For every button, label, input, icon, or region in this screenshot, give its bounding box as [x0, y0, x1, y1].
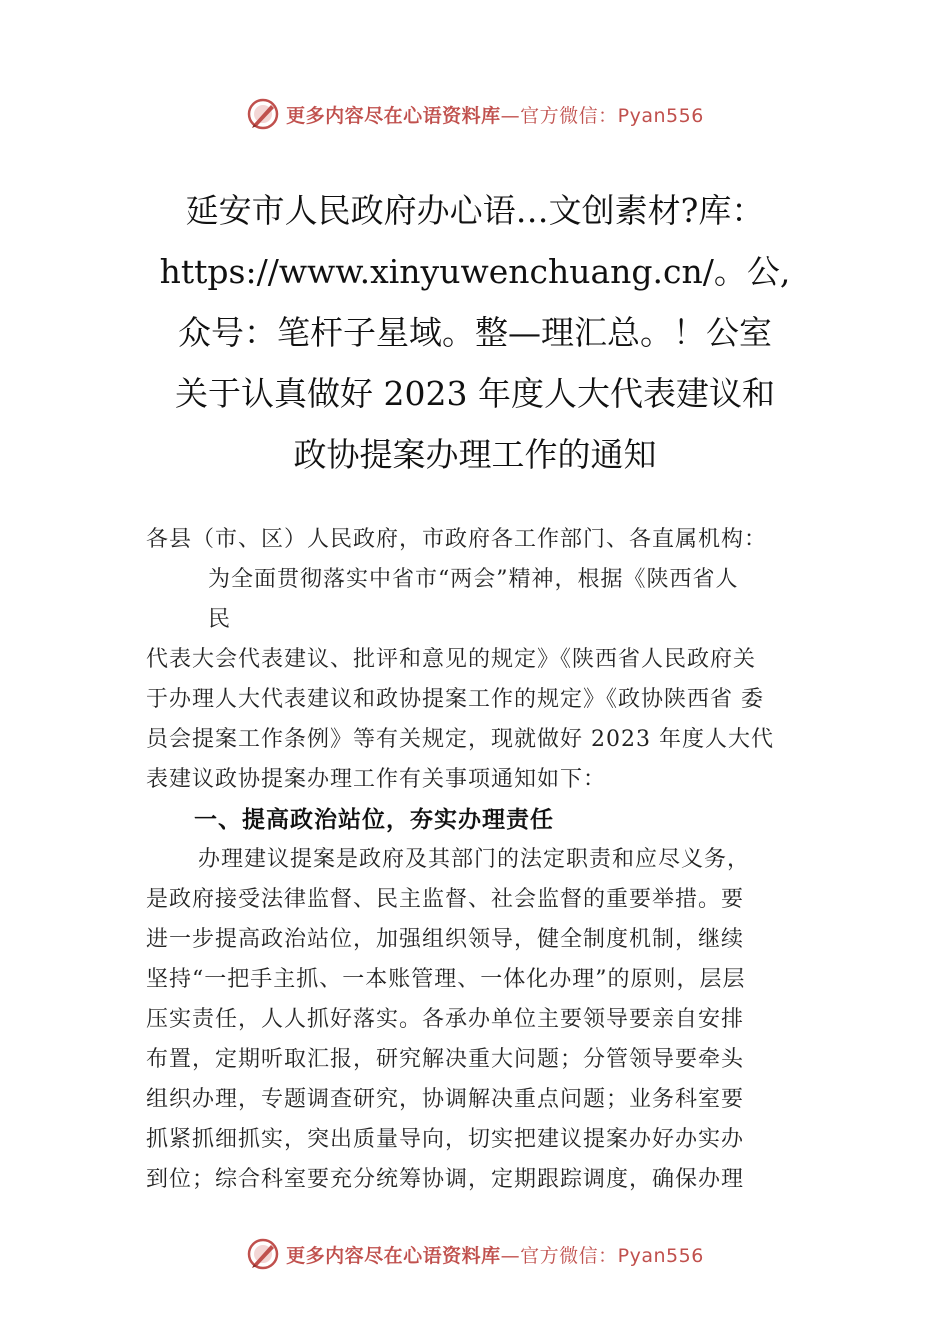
paragraph-line: 表建议政协提案办理工作有关事项通知如下：	[146, 767, 607, 792]
section-heading: 一、提高政治站位，夯实办理责任	[194, 807, 554, 833]
paragraph-line: 压实责任，人人抓好落实。各承办单位主要领导要亲自安排	[146, 1007, 745, 1032]
title-line: 关于认真做好 2023 年度人大代表建议和	[175, 374, 775, 413]
document-title	[150, 180, 800, 485]
paragraph-line: 是政府接受法律监督、民主监督、社会监督的重要举措。要	[146, 887, 745, 912]
paragraph-line: 办理建议提案是政府及其部门的法定职责和应尽义务，	[198, 847, 751, 872]
paragraph-line: 坚持“一把手主抓、一本账管理、一体化办理”的原则，层层	[146, 967, 746, 992]
watermark-banner-top	[0, 94, 950, 134]
paragraph-line: 于办理人大代表建议和政协提案工作的规定》《政协陕西省 委	[146, 687, 764, 712]
title-line: 众号：笔杆子星域。整—理汇总。！公室	[178, 313, 772, 352]
paragraph-line: 代表大会代表建议、批评和意见的规定》《陕西省人民政府关	[146, 647, 757, 672]
watermark-contact-text: —官方微信：Pyan556	[500, 1244, 704, 1267]
watermark-brand-text: 更多内容尽在心语资料库	[286, 104, 501, 127]
title-line: 延安市人民政府办心语…文创素材?库：	[185, 191, 765, 230]
paragraph-line: 布置，定期听取汇报，研究解决重大问题；分管领导要牵头	[146, 1047, 745, 1072]
paragraph-line: 进一步提高政治站位，加强组织领导，健全制度机制，继续	[146, 927, 745, 952]
watermark-brand-text: 更多内容尽在心语资料库	[286, 1244, 501, 1267]
paragraph-line: 到位；综合科室要充分统筹协调，定期跟踪调度，确保办理	[146, 1167, 745, 1192]
watermark-contact-text: —官方微信：Pyan556	[500, 104, 704, 127]
salutation: 各县（市、区）人民政府，市政府各工作部门、各直属机构：	[146, 527, 768, 552]
title-line: https://www.xinyuwenchuang.cn/。公,	[159, 252, 791, 291]
paragraph-line: 民	[208, 607, 232, 632]
watermark-banner-bottom	[0, 1234, 950, 1274]
paragraph-line: 为全面贯彻落实中省市“两会”精神，根据《陕西省人	[208, 567, 739, 592]
paragraph-line: 组织办理，专题调查研究，协调解决重点问题；业务科室要	[146, 1087, 745, 1112]
paragraph-line: 抓紧抓细抓实，突出质量导向，切实把建议提案办好办实办	[146, 1127, 745, 1152]
document-body	[146, 520, 806, 1200]
pen-seal-icon	[246, 1237, 280, 1271]
title-line: 政协提案办理工作的通知	[293, 435, 657, 474]
paragraph-line: 员会提案工作条例》等有关规定，现就做好 2023 年度人大代	[146, 727, 774, 752]
pen-seal-icon	[246, 97, 280, 131]
